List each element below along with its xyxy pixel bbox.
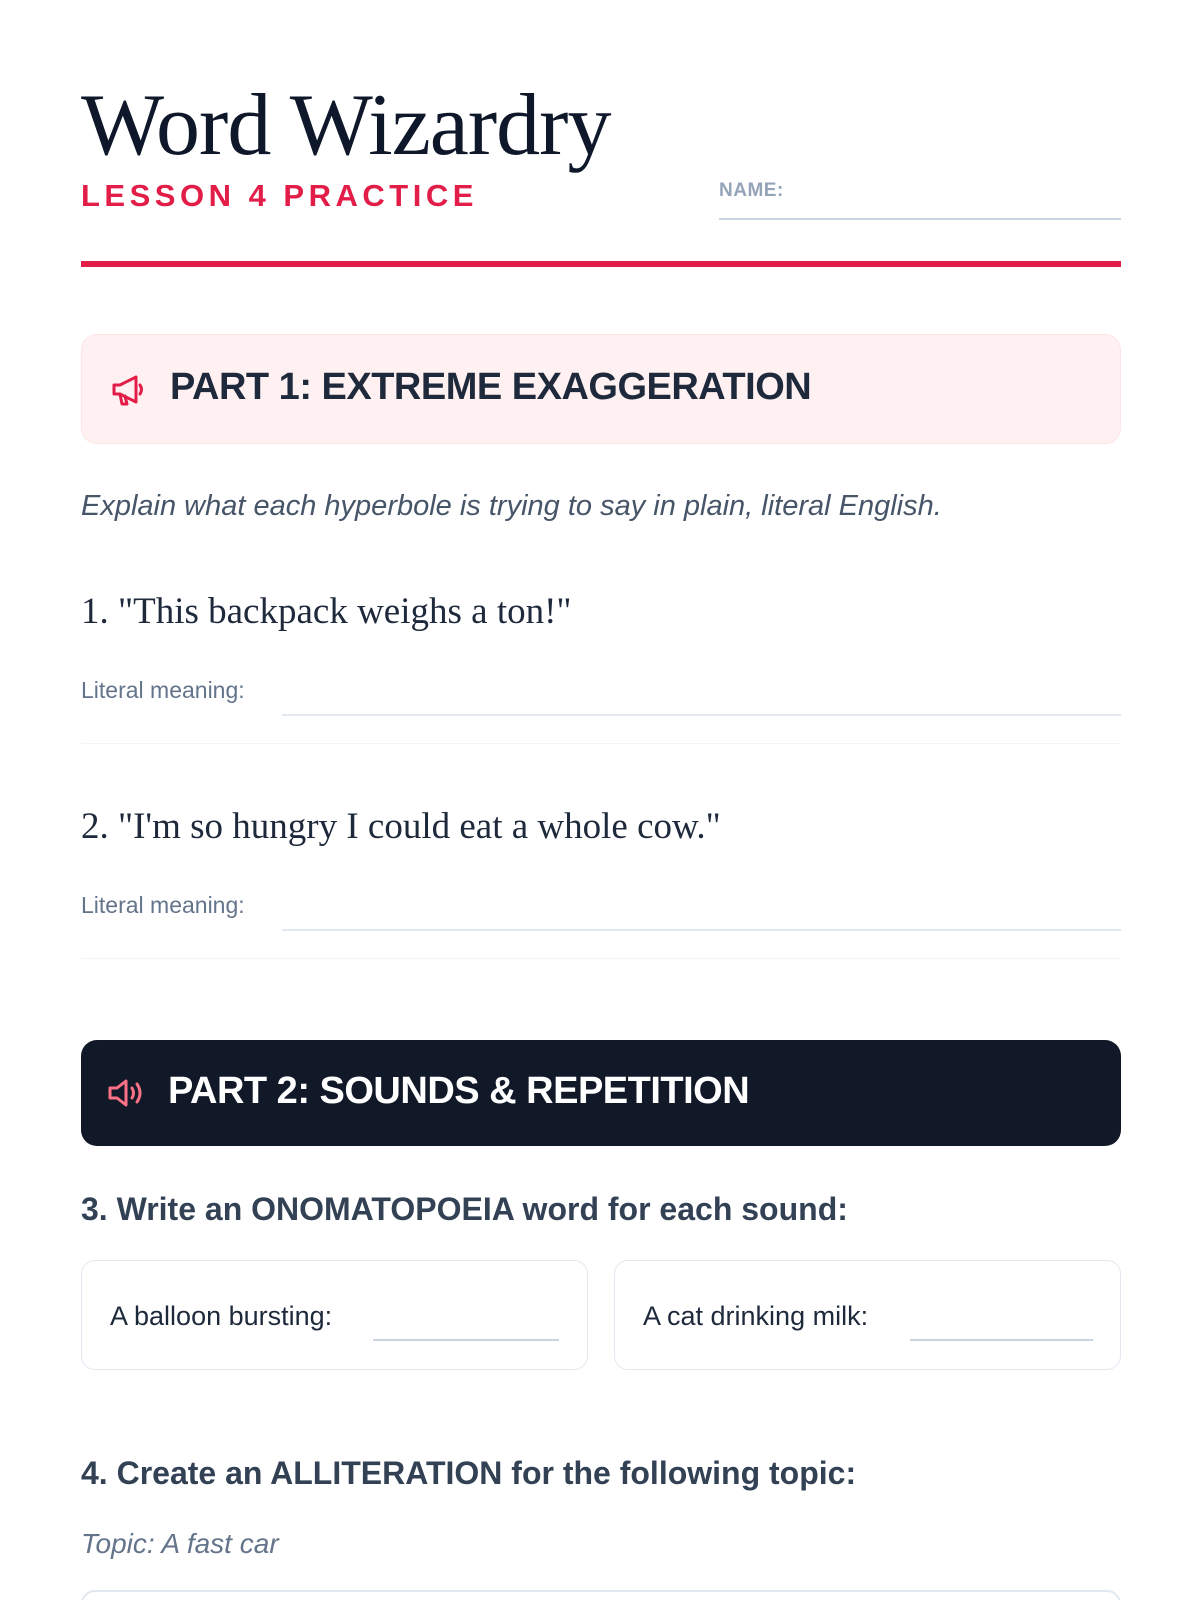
part-1-title: PART 1: EXTREME EXAGGERATION — [170, 366, 812, 408]
sound-prompt-label: A cat drinking milk: — [643, 1301, 869, 1331]
alliteration-topic: Topic: A fast car — [81, 1528, 279, 1559]
sound-answer-line[interactable] — [910, 1339, 1093, 1341]
lesson-subtitle: LESSON 4 PRACTICE — [81, 178, 478, 213]
question-divider — [81, 743, 1121, 744]
header-divider — [81, 261, 1121, 267]
megaphone-icon — [110, 373, 146, 407]
speaker-icon — [107, 1076, 147, 1110]
question-divider — [81, 958, 1121, 959]
part-2-banner — [81, 1040, 1121, 1146]
literal-meaning-label: Literal meaning: — [81, 677, 245, 703]
sound-card-cat — [614, 1260, 1121, 1370]
worksheet-title: Word Wizardry — [81, 77, 611, 174]
question-2: 2. "I'm so hungry I could eat a whole cow." — [81, 806, 721, 847]
literal-meaning-answer-line[interactable] — [282, 929, 1121, 931]
literal-meaning-answer-line[interactable] — [282, 714, 1121, 716]
question-4: 4. Create an ALLITERATION for the following topic: — [81, 1455, 857, 1491]
name-field[interactable] — [719, 180, 1121, 220]
literal-meaning-label: Literal meaning: — [81, 892, 245, 918]
sound-prompt-label: A balloon bursting: — [110, 1301, 333, 1331]
part-1-instructions: Explain what each hyperbole is trying to say in plain, literal English. — [81, 490, 942, 522]
alliteration-answer-box[interactable] — [81, 1590, 1121, 1600]
name-label: NAME: — [719, 180, 784, 201]
question-3: 3. Write an ONOMATOPOEIA word for each sound: — [81, 1191, 848, 1227]
sound-card-balloon — [81, 1260, 588, 1370]
question-1: 1. "This backpack weighs a ton!" — [81, 591, 572, 632]
part-2-title: PART 2: SOUNDS & REPETITION — [168, 1070, 750, 1112]
part-1-banner — [81, 334, 1121, 444]
sound-answer-line[interactable] — [373, 1339, 559, 1341]
